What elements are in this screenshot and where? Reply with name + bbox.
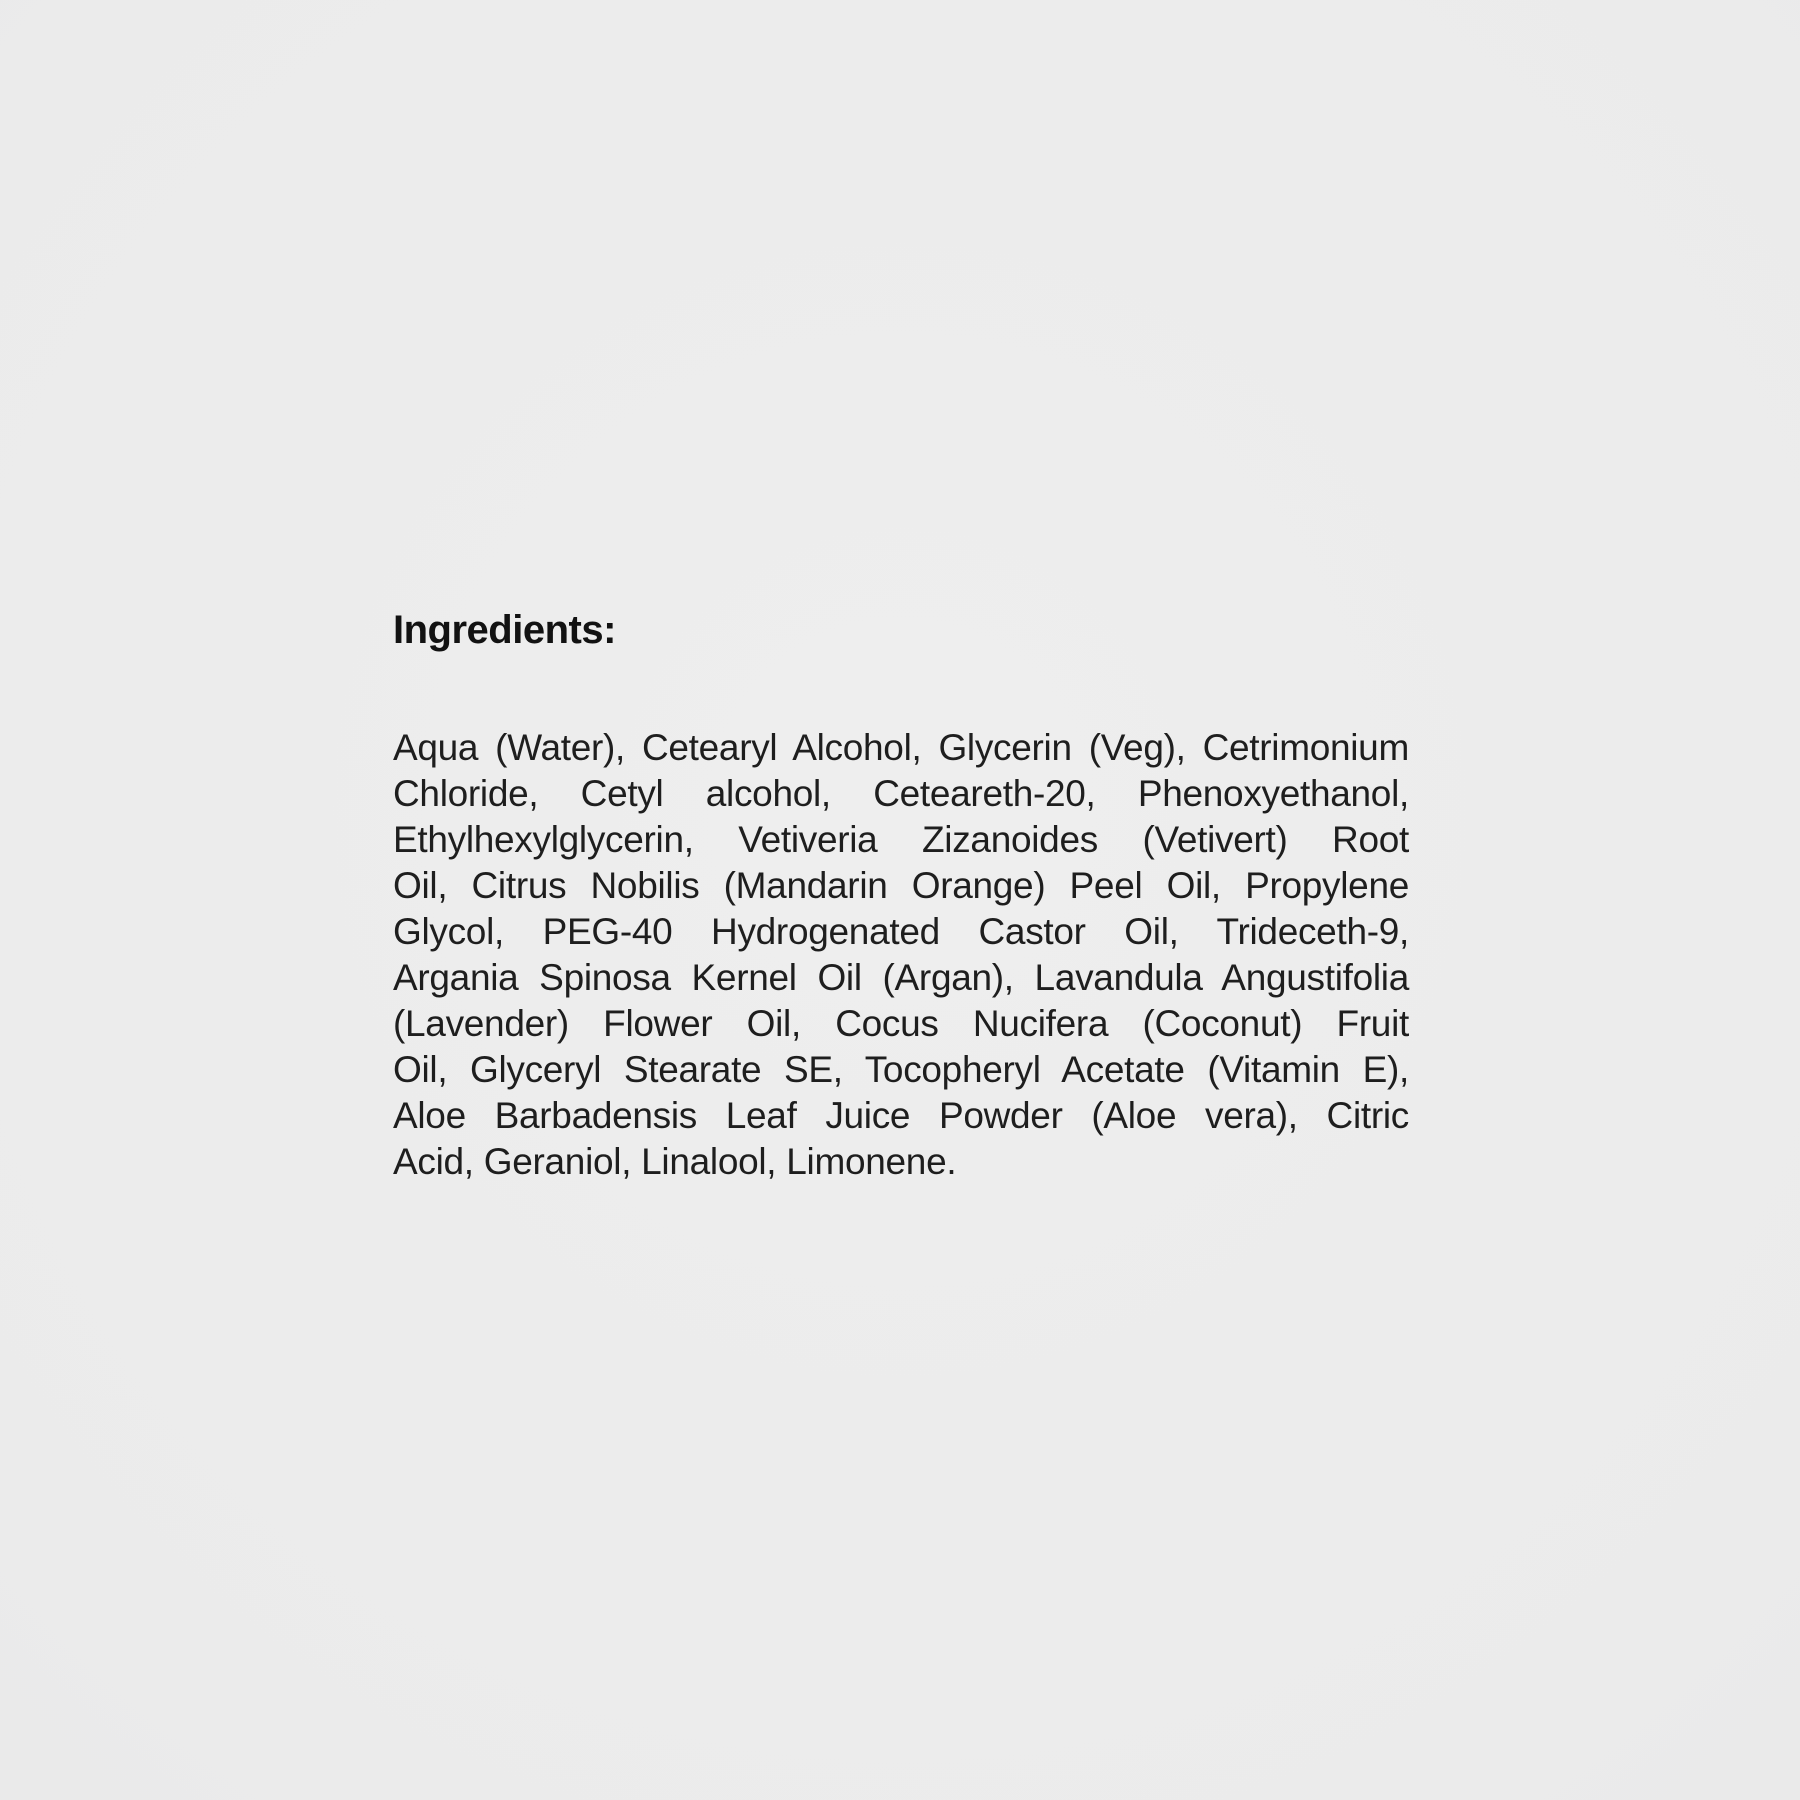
ingredients-line: (Lavender) Flower Oil, Cocus Nucifera (Coconut) Fruit [393,1003,1409,1044]
ingredients-line: Argania Spinosa Kernel Oil (Argan), Lavandula Angustifolia [393,957,1409,998]
ingredients-line: Aqua (Water), Cetearyl Alcohol, Glycerin (Veg), Cetrimonium [393,727,1409,768]
ingredients-section [393,607,1409,1185]
ingredients-text [393,725,1409,1185]
ingredients-line: Aloe Barbadensis Leaf Juice Powder (Aloe vera), Citric [393,1095,1409,1136]
ingredients-line: Oil, Citrus Nobilis (Mandarin Orange) Peel Oil, Propylene [393,865,1409,906]
ingredients-line: Ethylhexylglycerin, Vetiveria Zizanoides (Vetivert) Root [393,819,1409,860]
ingredients-line: Oil, Glyceryl Stearate SE, Tocopheryl Acetate (Vitamin E), [393,1049,1409,1090]
ingredients-line: Chloride, Cetyl alcohol, Ceteareth-20, Phenoxyethanol, [393,773,1409,814]
ingredients-heading: Ingredients: [393,608,616,652]
ingredients-line: Glycol, PEG-40 Hydrogenated Castor Oil, Trideceth-9, [393,911,1409,952]
ingredients-line: Acid, Geraniol, Linalool, Limonene. [393,1141,957,1182]
